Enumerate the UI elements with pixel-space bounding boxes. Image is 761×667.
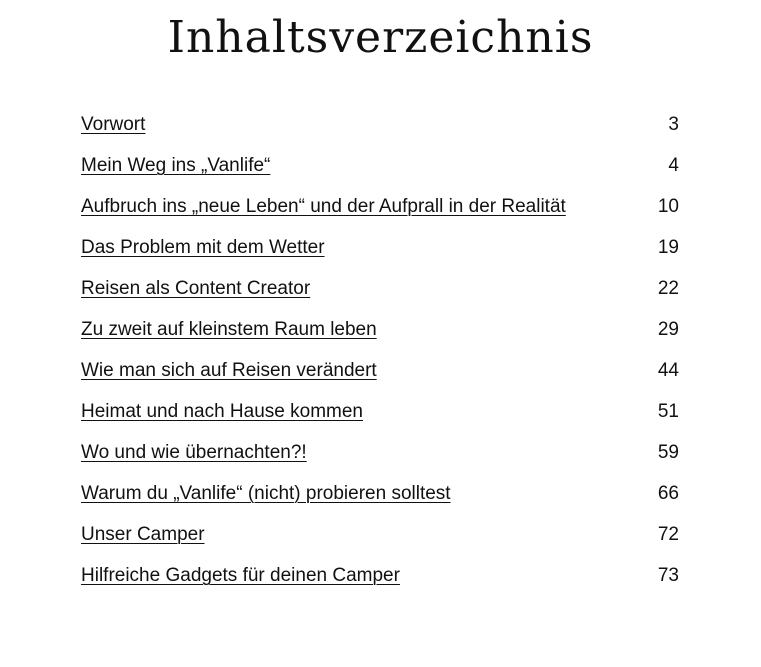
toc-entry xyxy=(81,114,681,155)
page-number: 72 xyxy=(657,524,679,545)
toc-link[interactable]: Hilfreiche Gadgets für deinen Camper xyxy=(81,565,400,586)
toc-link[interactable]: Warum du „Vanlife“ (nicht) probieren solltest xyxy=(81,483,451,504)
table-of-contents xyxy=(81,114,681,606)
toc-entry xyxy=(81,524,681,565)
page-title: Inhaltsverzeichnis xyxy=(167,12,594,63)
toc-link[interactable]: Aufbruch ins „neue Leben“ und der Aufprall in der Realität xyxy=(81,196,566,217)
page-number: 29 xyxy=(657,319,679,340)
toc-link[interactable]: Zu zweit auf kleinstem Raum leben xyxy=(81,319,377,340)
toc-link[interactable]: Unser Camper xyxy=(81,524,205,545)
page-number: 22 xyxy=(657,278,679,299)
toc-entry xyxy=(81,319,681,360)
page-number: 19 xyxy=(657,237,679,258)
toc-link[interactable]: Wie man sich auf Reisen verändert xyxy=(81,360,377,381)
toc-entry xyxy=(81,155,681,196)
toc-link[interactable]: Reisen als Content Creator xyxy=(81,278,311,299)
toc-link[interactable]: Wo und wie übernachten?! xyxy=(81,442,307,463)
toc-entry xyxy=(81,565,681,606)
toc-link[interactable]: Heimat und nach Hause kommen xyxy=(81,401,363,422)
toc-entry xyxy=(81,278,681,319)
toc-entry xyxy=(81,196,681,237)
page-number: 4 xyxy=(668,155,679,176)
page-number: 66 xyxy=(657,483,679,504)
page-number: 10 xyxy=(657,196,679,217)
toc-entry xyxy=(81,401,681,442)
toc-entry xyxy=(81,360,681,401)
page-number: 3 xyxy=(668,114,679,135)
page-number: 59 xyxy=(657,442,679,463)
page-number: 44 xyxy=(657,360,679,381)
page-number: 51 xyxy=(657,401,679,422)
toc-entry xyxy=(81,442,681,483)
toc-link[interactable]: Mein Weg ins „Vanlife“ xyxy=(81,155,271,176)
page-number: 73 xyxy=(657,565,679,586)
toc-link[interactable]: Vorwort xyxy=(81,114,146,135)
toc-entry xyxy=(81,237,681,278)
toc-link[interactable]: Das Problem mit dem Wetter xyxy=(81,237,325,258)
toc-entry xyxy=(81,483,681,524)
